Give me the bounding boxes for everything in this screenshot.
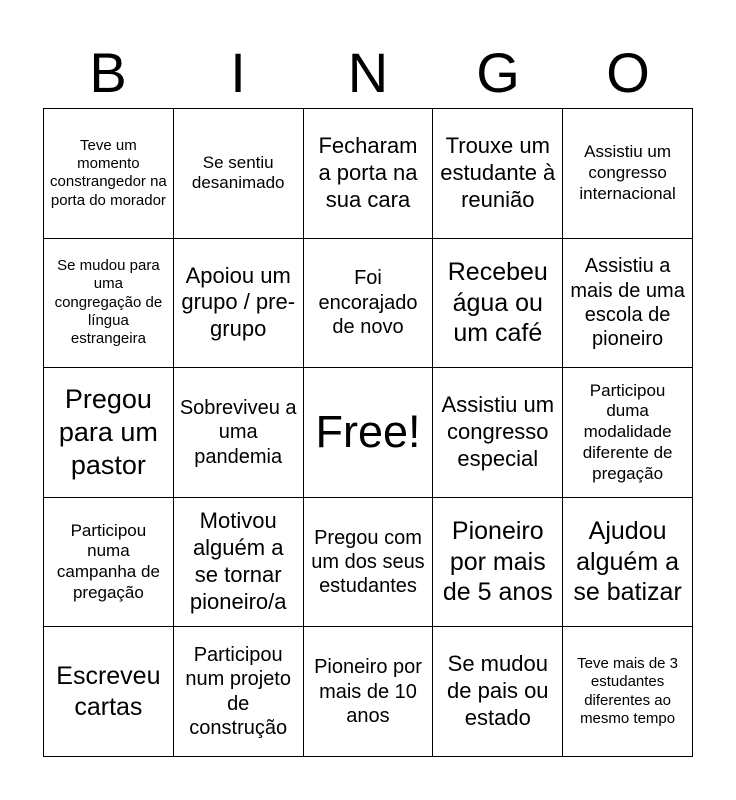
bingo-cell-r1c5[interactable]: Assistiu um congresso internacional (563, 109, 693, 239)
bingo-cell-r2c3[interactable]: Foi encorajado de novo (304, 239, 434, 369)
bingo-cell-r5c1[interactable]: Escreveu cartas (44, 627, 174, 757)
header-letter-i: I (230, 41, 246, 104)
header-letter-b: B (89, 41, 127, 104)
header-letter-o: O (606, 41, 650, 104)
bingo-cell-r4c2[interactable]: Motivou alguém a se tornar pioneiro/a (174, 498, 304, 628)
bingo-cell-r5c3[interactable]: Pioneiro por mais de 10 anos (304, 627, 434, 757)
bingo-header (43, 38, 693, 108)
bingo-cell-r4c1[interactable]: Participou numa campanha de pregação (44, 498, 174, 628)
bingo-cell-r1c4[interactable]: Trouxe um estudante à reunião (433, 109, 563, 239)
bingo-board (43, 108, 693, 757)
header-letter-n: N (347, 41, 389, 104)
bingo-cell-r5c5[interactable]: Teve mais de 3 estudantes diferentes ao mesmo tempo (563, 627, 693, 757)
bingo-cell-r5c4[interactable]: Se mudou de pais ou estado (433, 627, 563, 757)
bingo-cell-r1c3[interactable]: Fecharam a porta na sua cara (304, 109, 434, 239)
bingo-cell-r1c2[interactable]: Se sentiu desanimado (174, 109, 304, 239)
bingo-cell-r1c1[interactable]: Teve um momento constrangedor na porta do morador (44, 109, 174, 239)
bingo-cell-r3c1[interactable]: Pregou para um pastor (44, 368, 174, 498)
bingo-cell-r2c4[interactable]: Recebeu água ou um café (433, 239, 563, 369)
bingo-cell-free[interactable]: Free! (304, 368, 434, 498)
bingo-cell-r5c2[interactable]: Participou num projeto de construção (174, 627, 304, 757)
header-letter-g: G (476, 41, 520, 104)
bingo-cell-r2c5[interactable]: Assistiu a mais de uma escola de pioneiro (563, 239, 693, 369)
bingo-cell-r2c2[interactable]: Apoiou um grupo / pre-grupo (174, 239, 304, 369)
bingo-cell-r4c5[interactable]: Ajudou alguém a se batizar (563, 498, 693, 628)
bingo-cell-r3c5[interactable]: Participou duma modalidade diferente de pregação (563, 368, 693, 498)
bingo-cell-r3c2[interactable]: Sobreviveu a uma pandemia (174, 368, 304, 498)
bingo-cell-r2c1[interactable]: Se mudou para uma congregação de língua estrangeira (44, 239, 174, 369)
bingo-cell-r3c4[interactable]: Assistiu um congresso especial (433, 368, 563, 498)
bingo-cell-r4c3[interactable]: Pregou com um dos seus estudantes (304, 498, 434, 628)
bingo-cell-r4c4[interactable]: Pioneiro por mais de 5 anos (433, 498, 563, 628)
